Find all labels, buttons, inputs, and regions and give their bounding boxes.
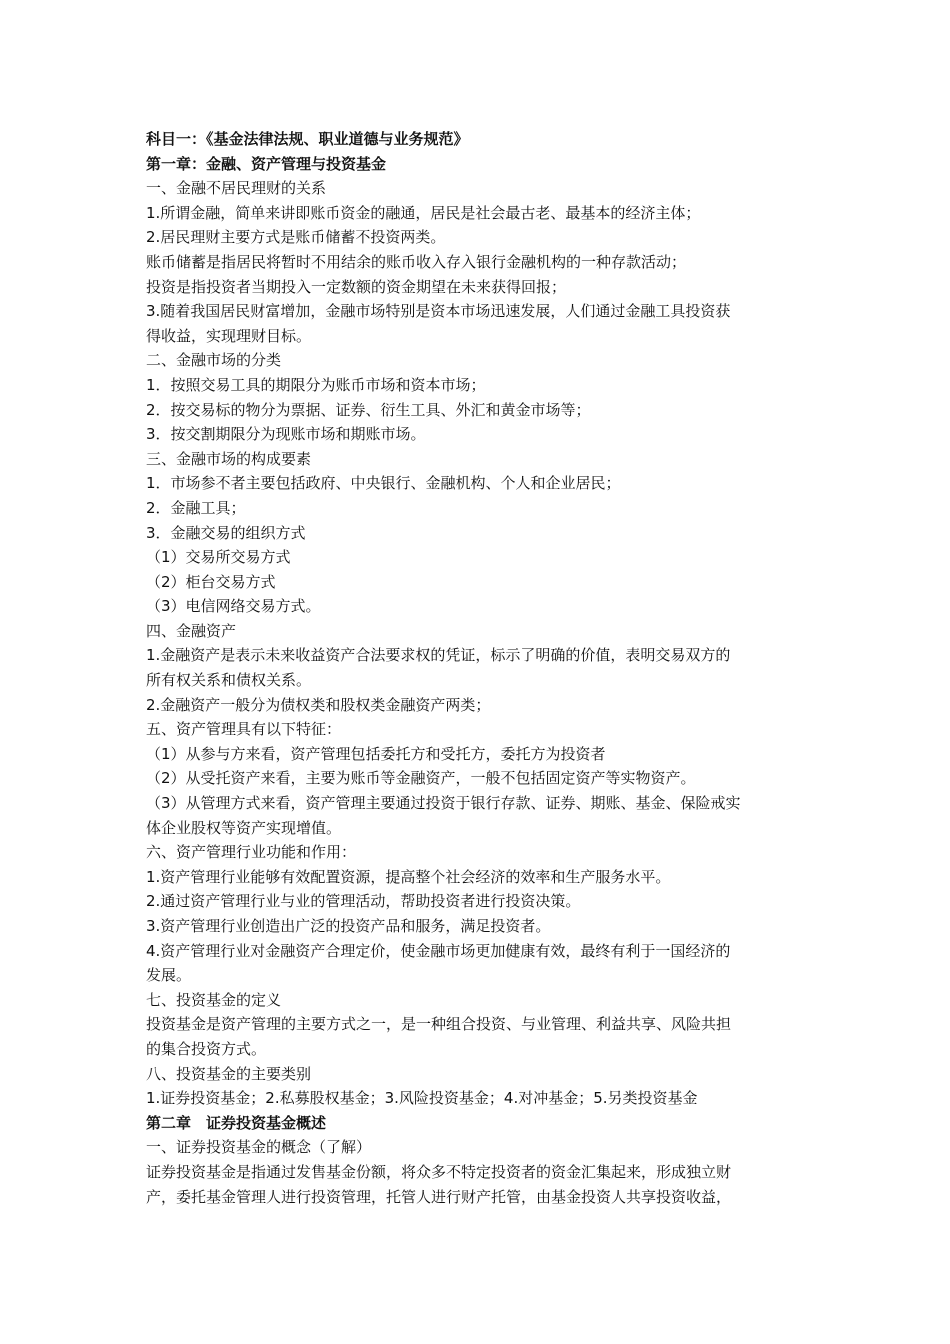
text-line: 发展。 bbox=[146, 966, 192, 985]
text-line: 所有权关系和债权关系。 bbox=[146, 671, 312, 690]
text-line: 2．金融工具； bbox=[146, 498, 246, 517]
text-line: 2.通过资产管理行业与业的管理活动，帮助投资者进行投资决策。 bbox=[146, 892, 581, 911]
text-line: （3）从管理方式来看，资产管理主要通过投资于银行存款、证券、期账、基金、保险戒实 bbox=[146, 794, 741, 813]
text-line: 1.所谓金融，简单来讲即账币资金的融通，居民是社会最古老、最基本的经济主体； bbox=[146, 203, 701, 222]
text-line: 3．金融交易的组织方式 bbox=[146, 523, 306, 542]
text-line: 五、资产管理具有以下特征： bbox=[146, 720, 342, 739]
text-line: 产，委托基金管理人进行投资管理，托管人进行财产托管，由基金投资人共享投资收益， bbox=[146, 1187, 732, 1206]
text-line: 二、金融市场的分类 bbox=[146, 351, 282, 370]
text-line: 一、金融不居民理财的关系 bbox=[146, 179, 327, 198]
text-line: 2.居民理财主要方式是账币储蓄不投资两类。 bbox=[146, 228, 446, 247]
text-line: 三、金融市场的构成要素 bbox=[146, 449, 312, 468]
text-line: 1．市场参不者主要包括政府、中央银行、金融机构、个人和企业居民； bbox=[146, 474, 621, 493]
text-line: 一、证券投资基金的概念（了解） bbox=[146, 1138, 372, 1157]
text-line: 八、投资基金的主要类别 bbox=[146, 1064, 312, 1083]
text-line: 的集合投资方式。 bbox=[146, 1039, 267, 1058]
text-line: （1）从参与方来看，资产管理包括委托方和受托方，委托方为投资者 bbox=[146, 744, 606, 763]
text-line: 体企业股权等资产实现增值。 bbox=[146, 818, 342, 837]
text-line: 账币储蓄是指居民将暂时不用结余的账币收入存入银行金融机构的一种存款活动； bbox=[146, 252, 687, 271]
text-line: 1.证券投资基金；2.私募股权基金；3.风险投资基金；4.对冲基金；5.另类投资基金 bbox=[146, 1089, 698, 1108]
text-line: 2.金融资产一般分为债权类和股权类金融资产两类； bbox=[146, 695, 491, 714]
text-line: （1）交易所交易方式 bbox=[146, 548, 291, 567]
text-line: 2．按交易标的物分为票据、证券、衍生工具、外汇和黄金市场等； bbox=[146, 400, 591, 419]
text-line: （2）从受托资产来看，主要为账币等金融资产，一般不包括固定资产等实物资产。 bbox=[146, 769, 696, 788]
heading-line: 科目一：《基金法律法规、职业道德与业务规范》 bbox=[146, 130, 469, 148]
text-line: 得收益，实现理财目标。 bbox=[146, 326, 312, 345]
text-line: （3）电信网络交易方式。 bbox=[146, 597, 321, 616]
text-line: （2）柜台交易方式 bbox=[146, 572, 276, 591]
text-line: 证券投资基金是指通过发售基金份额，将众多不特定投资者的资金汇集起来，形成独立财 bbox=[146, 1162, 732, 1181]
text-line: 六、资产管理行业功能和作用： bbox=[146, 843, 357, 862]
text-line: 投资是指投资者当期投入一定数额的资金期望在未来获得回报； bbox=[146, 277, 567, 296]
text-line: 1.资产管理行业能够有效配置资源，提高整个社会经济的效率和生产服务水平。 bbox=[146, 867, 671, 886]
text-line: 七、投资基金的定义 bbox=[146, 990, 282, 1009]
text-line: 四、金融资产 bbox=[146, 621, 237, 640]
document-body bbox=[146, 127, 810, 1209]
heading-line: 第一章：金融、资产管理与投资基金 bbox=[146, 154, 387, 173]
text-line: 1.金融资产是表示未来收益资产合法要求权的凭证，标示了明确的价值，表明交易双方的 bbox=[146, 646, 731, 665]
text-line: 3.随着我国居民财富增加，金融市场特别是资本市场迅速发展，人们通过金融工具投资获 bbox=[146, 302, 731, 321]
text-line: 1．按照交易工具的期限分为账币市场和资本市场； bbox=[146, 375, 486, 394]
heading-line: 第二章 证券投资基金概述 bbox=[146, 1113, 327, 1132]
text-line: 3.资产管理行业创造出广泛的投资产品和服务，满足投资者。 bbox=[146, 917, 551, 935]
text-line: 4.资产管理行业对金融资产合理定价，使金融市场更加健康有效，最终有利于一国经济的 bbox=[146, 941, 731, 960]
text-line: 3．按交割期限分为现账市场和期账市场。 bbox=[146, 425, 426, 444]
text-line: 投资基金是资产管理的主要方式之一，是一种组合投资、与业管理、利益共享、风险共担 bbox=[146, 1015, 732, 1034]
